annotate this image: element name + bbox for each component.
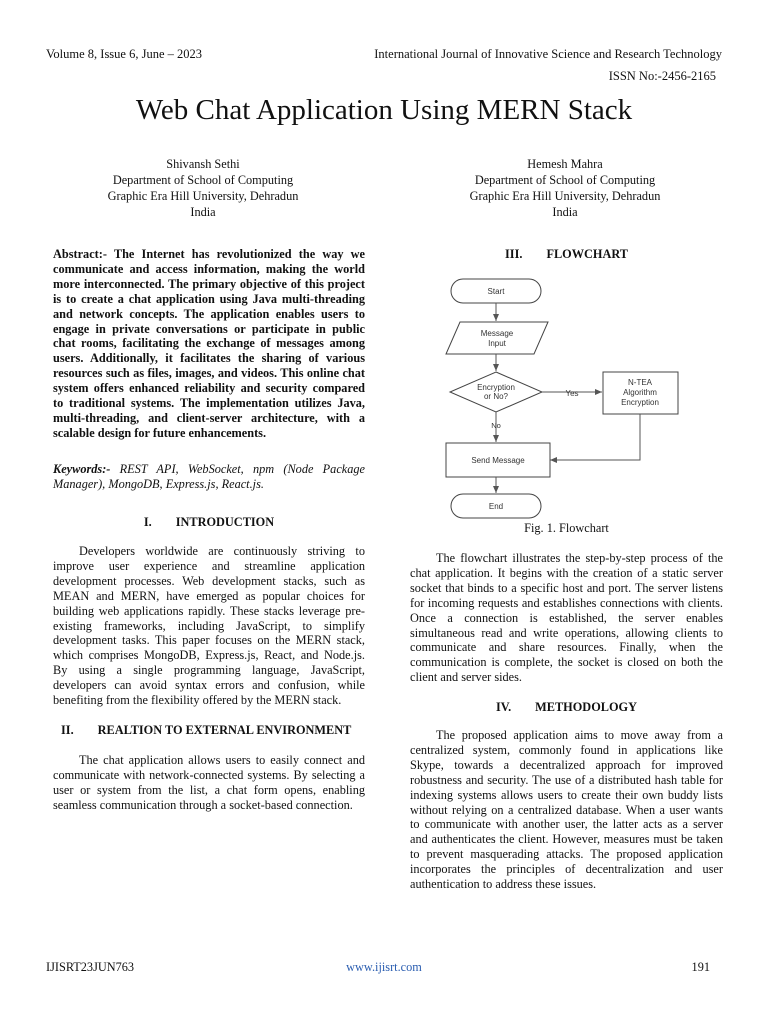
journal-url[interactable]: www.ijisrt.com	[346, 960, 422, 974]
author-country: India	[190, 205, 216, 219]
section-title: REALTION TO EXTERNAL ENVIRONMENT	[97, 723, 352, 737]
keywords-text: REST API, WebSocket, npm (Node Package Manager), MongoDB, Express.js, React.js.	[53, 462, 365, 491]
no-label: No	[491, 421, 501, 430]
section-flowchart-body	[410, 551, 723, 685]
keywords-label: Keywords:-	[53, 462, 111, 476]
keywords-block	[53, 462, 365, 492]
section-flowchart-heading	[410, 247, 723, 262]
message-input-label-1: Message	[480, 329, 514, 338]
message-input-shape	[446, 322, 548, 354]
section-methodology-heading	[410, 700, 723, 715]
journal-name: International Journal of Innovative Science and Research Technology	[374, 47, 722, 61]
start-label: Start	[487, 287, 505, 296]
volume-issue: Volume 8, Issue 6, June – 2023	[46, 47, 203, 61]
author-country: India	[552, 205, 578, 219]
abstract-text: Abstract:- The Internet has revolutionized the way we communicate and access information, making the world more interconnected. The primary objective of this project is to create a chat application using Java multi-threading and network concepts. The application enables users to engage in private conversations or participate in public chat rooms, facilitating the exchange of messages among users. Additionally, it facilitates the sharing of various resources such as files, images, and videos. This online chat system offers enhanced reliability and security compared to traditional systems. The implementation utilizes Java, multi-threading, and client-server architecture, with a scalable design for future enhancements.	[53, 247, 365, 440]
abstract-block	[53, 247, 365, 441]
introduction-text: Developers worldwide are continuously striving to improve user experience and streamline application development processes. Web development stacks, such as MEAN and MERN, have emerged as popular choices for building web applications rapidly. These stacks leverage pre-existing frameworks, including JavaScript, to simplify development tasks. This paper focuses on the MERN stack, which comprises MongoDB, Express.js, React, and Node.js. By using a single programming language, JavaScript, developers can avoid syntax errors and confusion, while benefiting from the flexibility offered by the MERN stack.	[53, 544, 365, 708]
section-introduction-heading	[53, 515, 365, 530]
author-department: Department of School of Computing	[474, 173, 656, 187]
methodology-text: The proposed application aims to move away from a centralized system, commonly found in applications like Skype, towards a decentralized approach for improved robustness and security. The use of a distributed hash table for indexing systems allows users to create their own buddy lists without relying on a centralized database. When a user wants to communicate with another user, the latter acts as a server and authenticates the client. However, measures must be taken to prevent masquerading attacks. The proposed application incorporates the principles of decentralization and user authentication to address these issues.	[410, 728, 723, 892]
flowchart-figure	[438, 272, 698, 522]
section-number: IV.	[496, 700, 512, 714]
author-block-1	[78, 156, 328, 220]
paper-title: Web Chat Application Using MERN Stack	[135, 94, 633, 126]
section-relation-heading	[53, 723, 365, 738]
ntea-label-3: Encryption	[621, 398, 659, 407]
section-methodology-body	[410, 728, 723, 892]
decision-label-1: Encryption	[477, 383, 515, 392]
author-block-2	[440, 156, 690, 220]
figure-caption: Fig. 1. Flowchart	[524, 521, 609, 535]
section-title: METHODOLOGY	[535, 700, 637, 714]
author-university: Graphic Era Hill University, Dehradun	[107, 189, 299, 203]
flowchart-text: The flowchart illustrates the step-by-step process of the chat application. It begins with the creation of a static server socket that binds to a specific host and port. The server listens for incoming requests and establishes connections with clients. Once a connection is established, the server enables simultaneous read and write operations, allowing clients to communicate and share resources. Finally, when the communication is complete, the socket is closed on both the client and server sides.	[410, 551, 723, 685]
section-number: II.	[61, 723, 74, 737]
author-university: Graphic Era Hill University, Dehradun	[469, 189, 661, 203]
ntea-return-arrow	[550, 414, 640, 460]
section-number: III.	[505, 247, 523, 261]
page-number: 191	[691, 960, 710, 974]
author-name: Shivansh Sethi	[166, 157, 240, 171]
issn-number: ISSN No:-2456-2165	[608, 69, 716, 83]
yes-label: Yes	[565, 389, 579, 398]
author-department: Department of School of Computing	[112, 173, 294, 187]
end-label: End	[488, 502, 504, 511]
decision-label-2: or No?	[483, 392, 509, 401]
relation-text: The chat application allows users to easily connect and communicate with network-connected systems. By selecting a user or system from the list, a chat form opens, enabling seamless communication through a socket-based connection.	[53, 753, 365, 812]
section-relation-body	[53, 753, 365, 813]
ntea-label-2: Algorithm	[623, 388, 657, 397]
paper-id: IJISRT23JUN763	[46, 960, 135, 974]
section-title: INTRODUCTION	[175, 515, 275, 529]
section-title: FLOWCHART	[546, 247, 628, 261]
section-number: I.	[143, 515, 152, 529]
ntea-label-1: N-TEA	[628, 378, 652, 387]
send-message-label: Send Message	[471, 456, 525, 465]
message-input-label-2: Input	[488, 339, 506, 348]
section-introduction-body	[53, 544, 365, 708]
author-name: Hemesh Mahra	[527, 157, 603, 171]
